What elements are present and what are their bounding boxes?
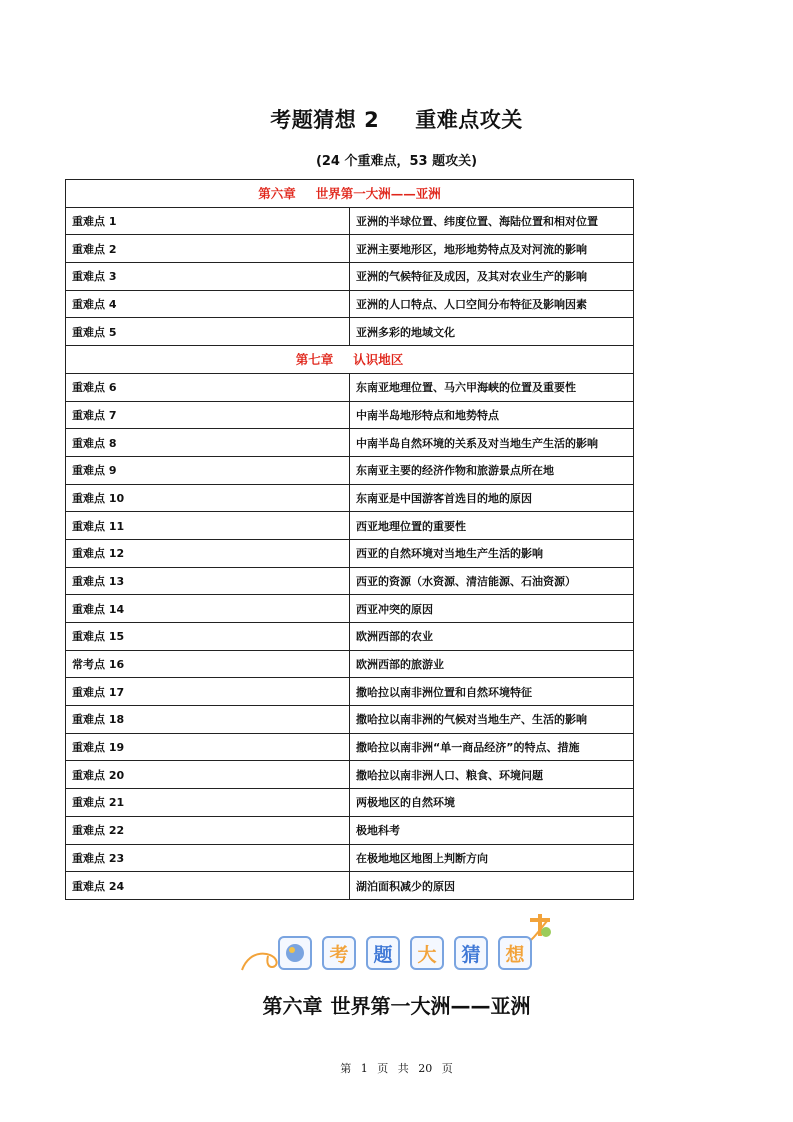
key-point-number: 重难点 21 <box>66 789 350 817</box>
key-point-topic: 西亚的自然环境对当地生产生活的影响 <box>350 539 634 567</box>
table-row <box>66 650 634 678</box>
key-points-table <box>65 179 634 900</box>
key-point-topic: 东南亚主要的经济作物和旅游景点所在地 <box>350 456 634 484</box>
key-point-topic: 西亚地理位置的重要性 <box>350 512 634 540</box>
key-point-number: 重难点 19 <box>66 733 350 761</box>
table-row <box>66 373 634 401</box>
key-point-number: 重难点 18 <box>66 706 350 734</box>
key-point-topic: 亚洲主要地形区，地形地势特点及对河流的影响 <box>350 235 634 263</box>
title-part-1: 考题猜想 2 <box>270 108 380 132</box>
banner-char-tile: 猜 <box>454 936 488 970</box>
table-row <box>66 844 634 872</box>
key-point-topic: 东南亚地理位置、马六甲海峡的位置及重要性 <box>350 373 634 401</box>
table-row <box>66 595 634 623</box>
globe-icon <box>280 938 310 968</box>
key-point-number: 重难点 12 <box>66 539 350 567</box>
banner-char-tile: 考 <box>322 936 356 970</box>
key-point-topic: 撒哈拉以南非洲人口、粮食、环境问题 <box>350 761 634 789</box>
section-heading-name: 世界第一大洲——亚洲 <box>330 994 531 1018</box>
table-row <box>66 263 634 291</box>
banner-char-tile: 大 <box>410 936 444 970</box>
table-row <box>66 456 634 484</box>
key-point-number: 重难点 5 <box>66 318 350 346</box>
guess-banner <box>236 908 566 978</box>
table-row <box>66 706 634 734</box>
section-heading-label: 第六章 <box>262 994 323 1018</box>
key-point-number: 重难点 1 <box>66 207 350 235</box>
chapter-label: 第六章 <box>258 186 296 202</box>
key-point-number: 重难点 20 <box>66 761 350 789</box>
chapter-label: 第七章 <box>295 352 334 368</box>
key-point-topic: 西亚的资源（水资源、清洁能源、石油资源） <box>350 567 634 595</box>
table-row <box>66 872 634 900</box>
key-point-number: 重难点 14 <box>66 595 350 623</box>
key-point-topic: 东南亚是中国游客首选目的地的原因 <box>350 484 634 512</box>
table-row <box>66 733 634 761</box>
key-point-topic: 亚洲多彩的地域文化 <box>350 318 634 346</box>
chapter-row <box>66 346 634 374</box>
chapter-row <box>66 180 634 208</box>
key-point-topic: 欧洲西部的农业 <box>350 623 634 651</box>
key-point-number: 重难点 11 <box>66 512 350 540</box>
key-point-number: 重难点 22 <box>66 816 350 844</box>
key-point-number: 重难点 10 <box>66 484 350 512</box>
table-row <box>66 567 634 595</box>
key-point-topic: 湖泊面积减少的原因 <box>350 872 634 900</box>
document-title <box>0 104 793 134</box>
table-row <box>66 816 634 844</box>
key-point-topic: 亚洲的人口特点、人口空间分布特征及影响因素 <box>350 290 634 318</box>
table-row <box>66 235 634 263</box>
title-part-2: 重难点攻关 <box>415 108 523 132</box>
table-row <box>66 318 634 346</box>
key-point-number: 重难点 3 <box>66 263 350 291</box>
key-point-number: 重难点 4 <box>66 290 350 318</box>
chapter-name: 世界第一大洲——亚洲 <box>315 186 441 202</box>
banner-char-tile: 题 <box>366 936 400 970</box>
key-point-topic: 在极地地区地图上判断方向 <box>350 844 634 872</box>
key-point-number: 重难点 8 <box>66 429 350 457</box>
document-subtitle: (24 个重难点，53 题攻关) <box>315 154 478 169</box>
table-row <box>66 290 634 318</box>
key-point-number: 重难点 6 <box>66 373 350 401</box>
key-point-number: 常考点 16 <box>66 650 350 678</box>
key-point-number: 重难点 15 <box>66 623 350 651</box>
key-point-number: 重难点 23 <box>66 844 350 872</box>
key-point-topic: 撒哈拉以南非洲的气候对当地生产、生活的影响 <box>350 706 634 734</box>
key-point-topic: 极地科考 <box>350 816 634 844</box>
table-row <box>66 623 634 651</box>
key-point-number: 重难点 9 <box>66 456 350 484</box>
key-point-topic: 撒哈拉以南非洲“单一商品经济”的特点、措施 <box>350 733 634 761</box>
key-point-number: 重难点 2 <box>66 235 350 263</box>
key-point-topic: 欧洲西部的旅游业 <box>350 650 634 678</box>
key-point-topic: 中南半岛自然环境的关系及对当地生产生活的影响 <box>350 429 634 457</box>
key-point-number: 重难点 17 <box>66 678 350 706</box>
key-point-topic: 亚洲的气候特征及成因，及其对农业生产的影响 <box>350 263 634 291</box>
table-row <box>66 207 634 235</box>
chapter-name: 认识地区 <box>353 352 404 368</box>
key-point-topic: 西亚冲突的原因 <box>350 595 634 623</box>
table-row <box>66 678 634 706</box>
key-point-topic: 两极地区的自然环境 <box>350 789 634 817</box>
globe-tile <box>278 936 312 970</box>
table-row <box>66 484 634 512</box>
chapter-header-cell <box>66 346 634 374</box>
key-point-topic: 中南半岛地形特点和地势特点 <box>350 401 634 429</box>
table-row <box>66 539 634 567</box>
table-row <box>66 401 634 429</box>
section-heading <box>0 990 793 1019</box>
key-point-topic: 亚洲的半球位置、纬度位置、海陆位置和相对位置 <box>350 207 634 235</box>
table-row <box>66 761 634 789</box>
key-point-topic: 撒哈拉以南非洲位置和自然环境特征 <box>350 678 634 706</box>
banner-char-tile: 想 <box>498 936 532 970</box>
table-row <box>66 512 634 540</box>
leaf-icon <box>541 927 551 937</box>
key-point-number: 重难点 7 <box>66 401 350 429</box>
key-point-number: 重难点 13 <box>66 567 350 595</box>
page-footer: 第 1 页 共 20 页 <box>340 1062 453 1075</box>
key-point-number: 重难点 24 <box>66 872 350 900</box>
table-row <box>66 789 634 817</box>
table-row <box>66 429 634 457</box>
chapter-header-cell <box>66 180 634 208</box>
